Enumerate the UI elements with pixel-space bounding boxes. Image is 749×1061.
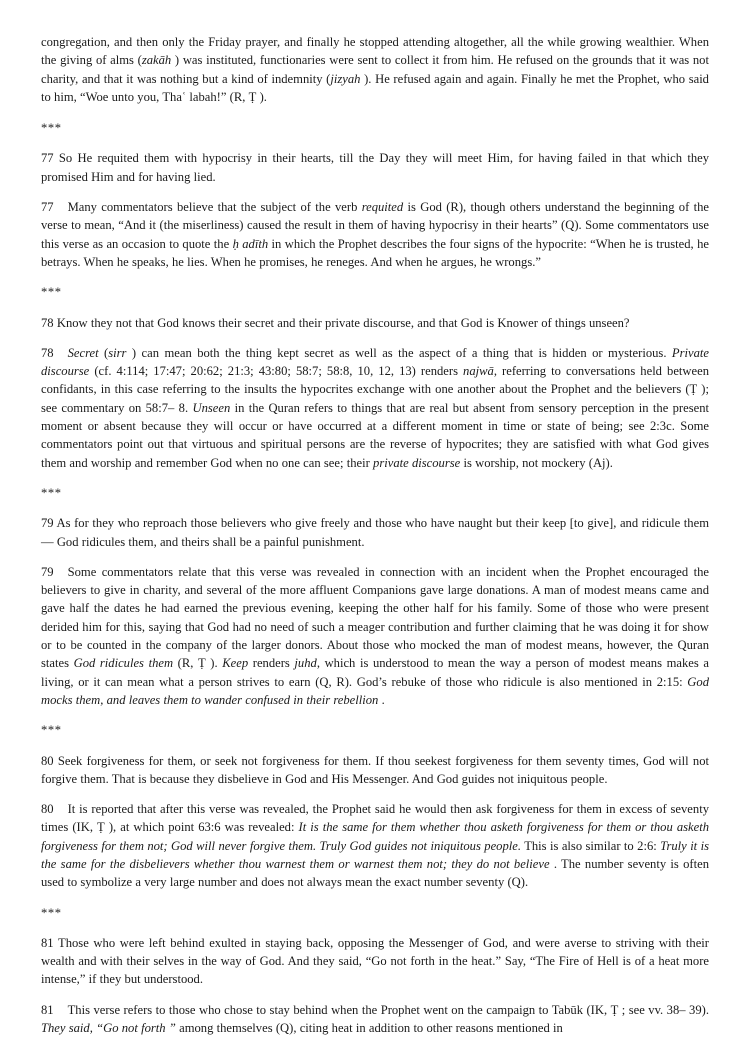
term-unseen: Unseen xyxy=(192,400,231,415)
commentary-81-number: 81 xyxy=(41,1002,54,1017)
commentary-80-part-3: . The number seventy is often used to symbolize a very large number and does not always mean the exact number seventy (Q). xyxy=(41,856,709,890)
paragraph-intro xyxy=(41,33,709,106)
section-separator-1: *** xyxy=(41,121,62,136)
commentary-79-part-5: . xyxy=(378,692,385,707)
commentary-77-number: 77 xyxy=(41,200,54,215)
commentary-79-part-3: renders xyxy=(248,656,295,671)
commentary-81-part-2: among themselves (Q), citing heat in addition to other reasons mentioned in xyxy=(175,1021,563,1036)
quote-63-6: It is the same for them whether thou asketh forgiveness for them or thou asketh forgiveness for them not; God will never forgive them. Truly God guides not iniquitous people. xyxy=(41,820,710,853)
commentary-79-part-4: , which is understood to mean the way a person of modest means makes a living, or it can mean what a person strives to earn (Q, R). God’s rebuke of those who ridicule is also mentioned in 2:15: xyxy=(41,656,709,689)
commentary-79-part-2: (R, Ṭ ). xyxy=(173,656,223,671)
verse-80 xyxy=(41,752,709,789)
verse-79 xyxy=(41,514,709,551)
term-najwa: najwā xyxy=(463,364,494,379)
commentary-77 xyxy=(41,198,709,271)
verse-79-number: 79 xyxy=(41,516,54,531)
term-keep: Keep xyxy=(222,656,249,671)
section-separator-5: *** xyxy=(41,905,62,920)
verse-78-number: 78 xyxy=(41,315,54,330)
commentary-81-part-1: This verse refers to those who chose to stay behind when the Prophet went on the campaign to Tabūk (IK, Ṭ ; see vv. 38– 39). xyxy=(67,1002,709,1017)
commentary-80-part-1: It is reported that after this verse was revealed, the Prophet said he would then ask forgiveness for them in excess of seventy times (IK, Ṭ ), at which point 63:6 was revealed: xyxy=(41,802,709,835)
commentary-78-part-2: ) can mean both the thing kept secret as well as the aspect of a thing that is hidden or mysterious. xyxy=(126,345,672,360)
commentary-77-part-2: is God (R), though others understand the beginning of the verse to mean, “And it (the miserliness) caused the result in them of having hypocrisy in their hearts” (Q). Some commentators use this verse as an occasion to quote the xyxy=(41,200,709,251)
commentary-80 xyxy=(41,800,709,891)
term-secret: Secret xyxy=(67,345,99,360)
term-private-discourse-1: Private discourse xyxy=(41,345,709,379)
commentary-78-part-1: ( xyxy=(98,345,109,360)
section-separator-3: *** xyxy=(41,485,62,500)
verse-77-number: 77 xyxy=(41,151,54,166)
verse-81-text: Those who were left behind exulted in staying back, opposing the Messenger of God, and were averse to striving with their wealth and with their selves in the way of God. And they said, “Go not forth in the heat.” Say, “The Fire of Hell is of a heat more intense,” if they but understood. xyxy=(41,935,709,987)
commentary-78-part-5: in the Quran refers to things that are real but absent from sensory perception in the present moment or absent because they will occur or have occurred at a different moment in time or state of being; see 2:3c. Some commentators point out that virtuous and spiritual persons are the reverse of hypocrites; they are satisfied with what God gives them and worship and remember God when no one can see; their xyxy=(41,400,709,470)
commentary-77-part-1: Many commentators believe that the subject of the verb xyxy=(67,200,362,215)
commentary-79 xyxy=(41,563,709,709)
term-sirr: sirr xyxy=(108,345,127,360)
commentary-79-part-1: Some commentators relate that this verse was revealed in connection with an incident when the Prophet encouraged the believers to give in charity, and several of the more affluent Companions gave large donations. A man of modest means came and gave half the dates he had earned the previous evening, keeping the other half for his family. Some of those who were present derided him for this, saying that God had no need of such a meager contribution and further claiming that he was doing it for show or to be counted in the company of the larger donors. About those who mocked the man of modest means, however, the Quran states xyxy=(41,564,709,671)
quote-god-ridicules-them: God ridicules them xyxy=(73,656,174,671)
commentary-78-part-3: (cf. 4:114; 17:47; 20:62; 21:3; 43:80; 58:7; 58:8, 10, 12, 13) renders xyxy=(89,364,464,379)
term-hadith: ḥ adīth xyxy=(232,236,269,251)
commentary-77-part-3: in which the Prophet describes the four signs of the hypocrite: “When he is trusted, he betrays. When he speaks, he lies. When he promises, he reneges. And when he argues, he wrongs.” xyxy=(41,236,709,269)
section-separator-4: *** xyxy=(41,723,62,738)
term-jizyah: jizyah xyxy=(330,71,361,86)
verse-77 xyxy=(41,149,709,186)
term-requited: requited xyxy=(361,200,404,215)
term-zakah: zakāh xyxy=(141,53,172,68)
page-text-column xyxy=(41,33,709,1037)
quote-they-said-go-not-forth: They said, “Go not forth ” xyxy=(41,1021,176,1036)
commentary-79-number: 79 xyxy=(41,564,54,579)
commentary-78-part-6: is worship, not mockery (Aj). xyxy=(460,455,613,470)
verse-79-text: As for they who reproach those believers who give freely and those who have naught but their keep [to give], and ridicule them— God ridicules them, and theirs shall be a painful punishment. xyxy=(41,516,709,549)
verse-77-text: So He requited them with hypocrisy in their hearts, till the Day they will meet Him, for having failed in that which they promised Him and for having lied. xyxy=(41,151,709,184)
section-separator-2: *** xyxy=(41,285,62,300)
intro-text-part-3: ). He refused again and again. Finally he met the Prophet, who said to him, “Woe unto you, Thaʿ labah!” (R, Ṭ ). xyxy=(41,71,709,104)
verse-80-text: Seek forgiveness for them, or seek not forgiveness for them. If thou seekest forgiveness for them seventy times, God will not forgive them. That is because they disbelieve in God and His Messenger. And God guides not iniquitous people. xyxy=(41,753,709,786)
commentary-81 xyxy=(41,1001,709,1038)
commentary-78-number: 78 xyxy=(41,345,54,360)
commentary-80-number: 80 xyxy=(41,802,54,817)
verse-81-number: 81 xyxy=(41,935,54,950)
term-juhd: juhd xyxy=(294,656,317,671)
quote-2-15: God mocks them, and leaves them to wander confused in their rebellion xyxy=(41,674,709,707)
verse-78 xyxy=(41,314,709,332)
intro-text-part-1: congregation, and then only the Friday prayer, and finally he stopped attending altogether, all the while growing wealthier. When the giving of alms ( xyxy=(41,35,709,68)
verse-80-number: 80 xyxy=(41,753,54,768)
commentary-78-part-4: , referring to conversations held between confidants, in this case referring to the insults the hypocrites exchange with one another about the Prophet and the believers (Ṭ ); see commentary on 58:7– 8. xyxy=(41,364,709,415)
commentary-80-part-2: This is also similar to 2:6: xyxy=(521,838,661,853)
intro-text-part-2: ) was instituted, functionaries were sent to collect it from him. He refused on the grounds that it was not charity, and that it was nothing but a kind of indemnity ( xyxy=(41,53,709,86)
verse-78-text: Know they not that God knows their secret and their private discourse, and that God is Knower of things unseen? xyxy=(56,315,630,330)
term-private-discourse-2: private discourse xyxy=(373,455,461,470)
commentary-78 xyxy=(41,344,709,472)
quote-2-6: Truly it is the same for the disbelievers whether thou warnest them or warnest them not; they do not believe xyxy=(41,838,710,871)
verse-81 xyxy=(41,934,709,989)
